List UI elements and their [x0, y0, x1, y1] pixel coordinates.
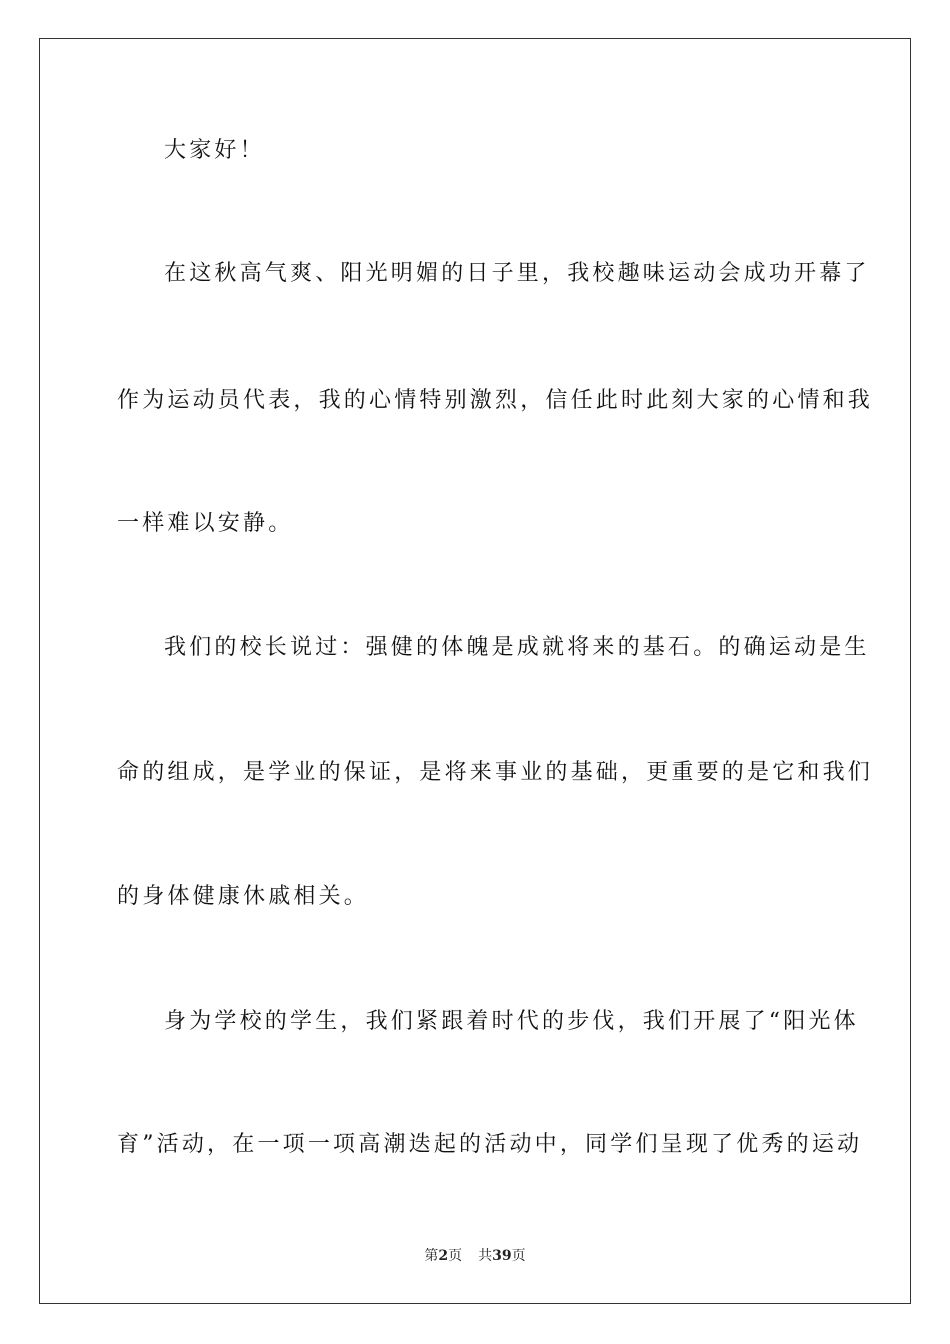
paragraph-1-line-3: 一样难以安静。 [117, 511, 294, 536]
paragraph-2-line-2: 命的组成，是学业的保证，是将来事业的基础，更重要的是它和我们 [117, 760, 874, 785]
page-current-number: 2 [438, 1248, 449, 1264]
page-footer [0, 1246, 950, 1266]
paragraph-3-line-1: 身为学校的学生，我们紧跟着时代的步伐，我们开展了“阳光体 [164, 1009, 859, 1034]
paragraph-2-line-3: 的身体健康休戚相关。 [117, 884, 370, 909]
greeting-line: 大家好！ [164, 138, 265, 163]
page-border [39, 38, 911, 1304]
total-suffix: 页 [511, 1248, 526, 1264]
total-prefix: 共 [478, 1248, 493, 1264]
paragraph-2-line-1: 我们的校长说过：强健的体魄是成就将来的基石。的确运动是生 [164, 635, 870, 660]
page-prefix: 第 [424, 1248, 439, 1264]
paragraph-1-line-2: 作为运动员代表，我的心情特别激烈，信任此时此刻大家的心情和我 [117, 388, 874, 413]
page-suffix: 页 [448, 1248, 463, 1264]
paragraph-1-line-1: 在这秋高气爽、阳光明媚的日子里，我校趣味运动会成功开幕了 [164, 261, 870, 286]
page-total-number: 39 [492, 1248, 512, 1264]
paragraph-3-line-2: 育”活动，在一项一项高潮迭起的活动中，同学们呈现了优秀的运动 [117, 1132, 863, 1157]
